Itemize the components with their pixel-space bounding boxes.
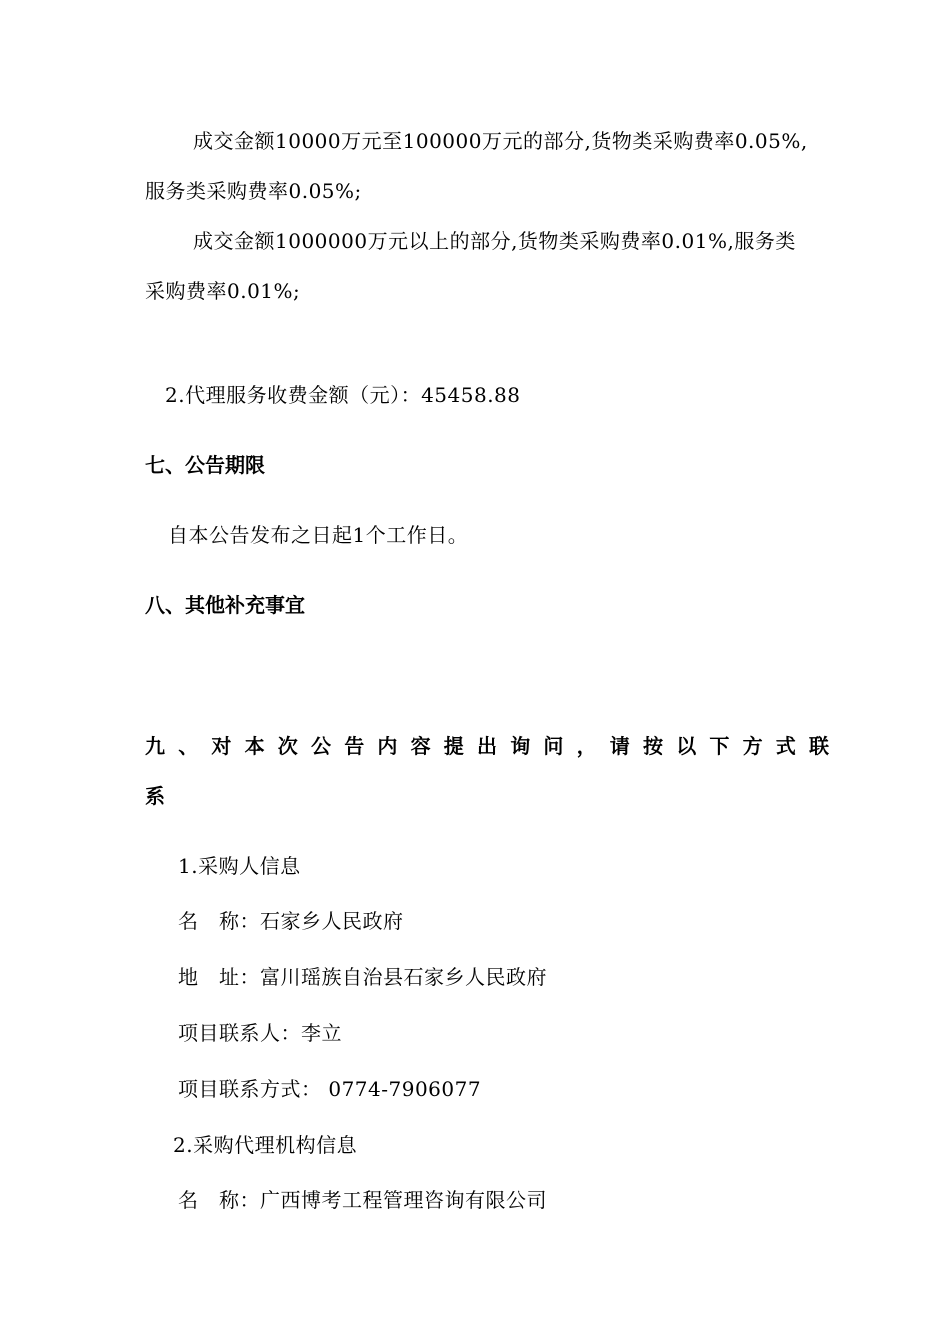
agency-fee-amount: 2.代理服务收费金额（元）：45458.88 bbox=[165, 383, 521, 407]
section-8-heading: 八、其他补充事宜 bbox=[145, 593, 305, 617]
fee-rate-paragraph-2-line-1: 成交金额1000000万元以上的部分,货物类采购费率0.01%,服务类 bbox=[193, 229, 796, 253]
fee-rate-paragraph-2-line-2: 采购费率0.01%; bbox=[145, 279, 301, 303]
purchaser-address-row bbox=[178, 964, 547, 990]
fee-rate-paragraph-1-line-1: 成交金额10000万元至100000万元的部分,货物类采购费率0.05%, bbox=[193, 129, 808, 153]
agency-name-row bbox=[178, 1187, 547, 1213]
agency-name-label: 名 称： bbox=[178, 1188, 260, 1212]
purchaser-name-value: 石家乡人民政府 bbox=[260, 909, 404, 933]
agency-info-title: 2.采购代理机构信息 bbox=[173, 1133, 358, 1157]
purchaser-name-label: 名 称： bbox=[178, 909, 260, 933]
purchaser-contact-person: 项目联系人：李立 bbox=[178, 1021, 342, 1045]
purchaser-info-title: 1.采购人信息 bbox=[178, 854, 301, 878]
agency-name-value: 广西博考工程管理咨询有限公司 bbox=[260, 1188, 547, 1212]
purchaser-address-value: 富川瑶族自治县石家乡人民政府 bbox=[260, 965, 547, 989]
section-7-heading: 七、公告期限 bbox=[145, 453, 265, 477]
purchaser-address-label: 地 址： bbox=[178, 965, 260, 989]
section-9-heading-line-1: 九、对本次公告内容提出询问，请按以下方式联 bbox=[145, 734, 843, 758]
purchaser-name-row bbox=[178, 908, 404, 934]
announcement-period-text: 自本公告发布之日起1个工作日。 bbox=[168, 523, 469, 547]
fee-rate-paragraph-1-line-2: 服务类采购费率0.05%; bbox=[145, 179, 362, 203]
purchaser-contact-method: 项目联系方式： 0774-7906077 bbox=[178, 1077, 482, 1101]
section-9-heading-line-2: 系 bbox=[145, 784, 165, 808]
